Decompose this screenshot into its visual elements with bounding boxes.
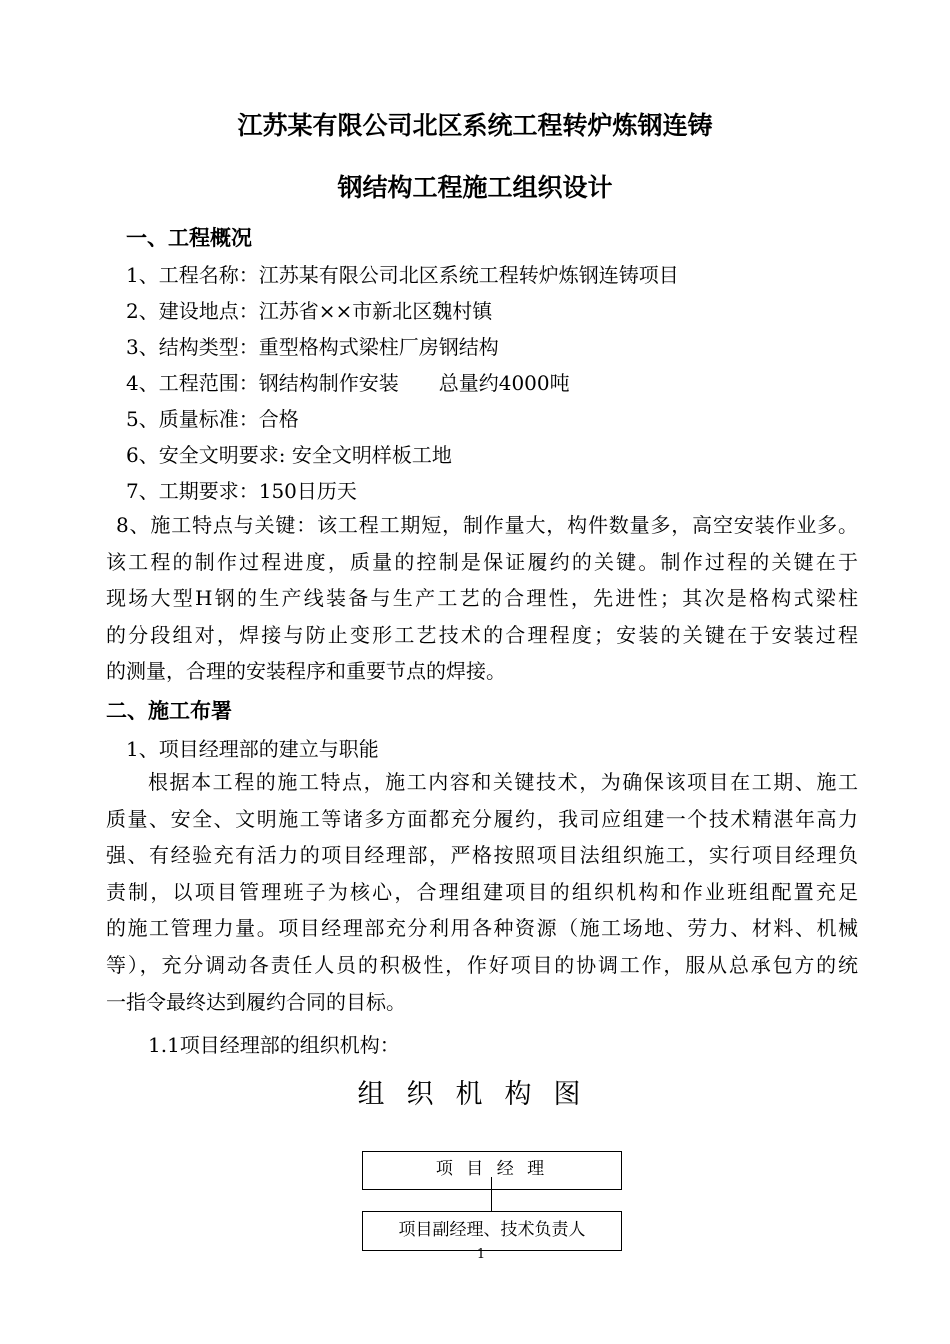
paragraph-line: 的测量，合理的安装程序和重要节点的焊接。	[106, 659, 506, 684]
overview-item-7: 7、工期要求：150日历天	[126, 479, 357, 503]
paragraph-line: 一指令最终达到履约合同的目标。	[106, 989, 406, 1014]
paragraph-line: 该工程的制作过程进度，质量的控制是保证履约的关键。制作过程的关键在于	[106, 549, 858, 574]
subsection-heading: 1、项目经理部的建立与职能	[126, 737, 379, 761]
overview-item-4: 4、工程范围：钢结构制作安装 总量约4000吨	[126, 371, 570, 395]
paragraph-line: 强、有经验充有活力的项目经理部，严格按照项目法组织施工，实行项目经理负	[106, 843, 858, 868]
paragraph-line: 等），充分调动各责任人员的积极性，作好项目的协调工作，服从总承包方的统	[106, 952, 858, 977]
overview-item-3: 3、结构类型：重型格构式梁柱厂房钢结构	[126, 335, 499, 359]
overview-item-1: 1、工程名称：江苏某有限公司北区系统工程转炉炼钢连铸项目	[126, 263, 679, 287]
paragraph-line: 的施工管理力量。项目经理部充分利用各种资源（施工场地、劳力、材料、机械	[106, 916, 858, 941]
overview-item-2: 2、建设地点：江苏省××市新北区魏村镇	[126, 299, 493, 323]
paragraph-line: 的分段组对，焊接与防止变形工艺技术的合理程度；安装的关键在于安装过程	[106, 622, 858, 647]
deputy-manager-box	[362, 1211, 622, 1251]
section2-heading: 二、施工布署	[106, 699, 232, 723]
paragraph-line: 根据本工程的施工特点，施工内容和关键技术，为确保该项目在工期、施工	[148, 770, 858, 794]
page-number: 1	[476, 1247, 486, 1262]
paragraph-line: 责制，以项目管理班子为核心，合理组建项目的组织机构和作业班组配置充足	[106, 879, 858, 904]
org-chart-title: 组织机构图	[357, 1079, 603, 1110]
overview-item-8	[106, 507, 858, 690]
paragraph-line: 8、施工特点与关键：该工程工期短，制作量大，构件数量多，高空安装作业多。	[116, 513, 858, 537]
document-title-line2: 钢结构工程施工组织设计	[337, 173, 613, 202]
paragraph-line: 现场大型H钢的生产线装备与生产工艺的合理性，先进性；其次是格构式梁柱	[106, 586, 858, 611]
document-title-line1: 江苏某有限公司北区系统工程转炉炼钢连铸	[237, 111, 713, 140]
paragraph-line: 质量、安全、文明施工等诸多方面都充分履约，我司应组建一个技术精湛年高力	[106, 806, 858, 831]
project-dept-paragraph	[106, 764, 858, 1020]
overview-item-6: 6、安全文明要求: 安全文明样板工地	[126, 443, 452, 467]
box-label: 项 目 经 理	[435, 1159, 549, 1179]
section1-heading: 一、工程概况	[126, 226, 252, 250]
subsection-heading: 1.1项目经理部的组织机构：	[148, 1033, 400, 1057]
overview-item-5: 5、质量标准：合格	[126, 407, 299, 431]
box-label: 项目副经理、技术负责人	[398, 1220, 586, 1240]
project-manager-box	[362, 1151, 622, 1190]
